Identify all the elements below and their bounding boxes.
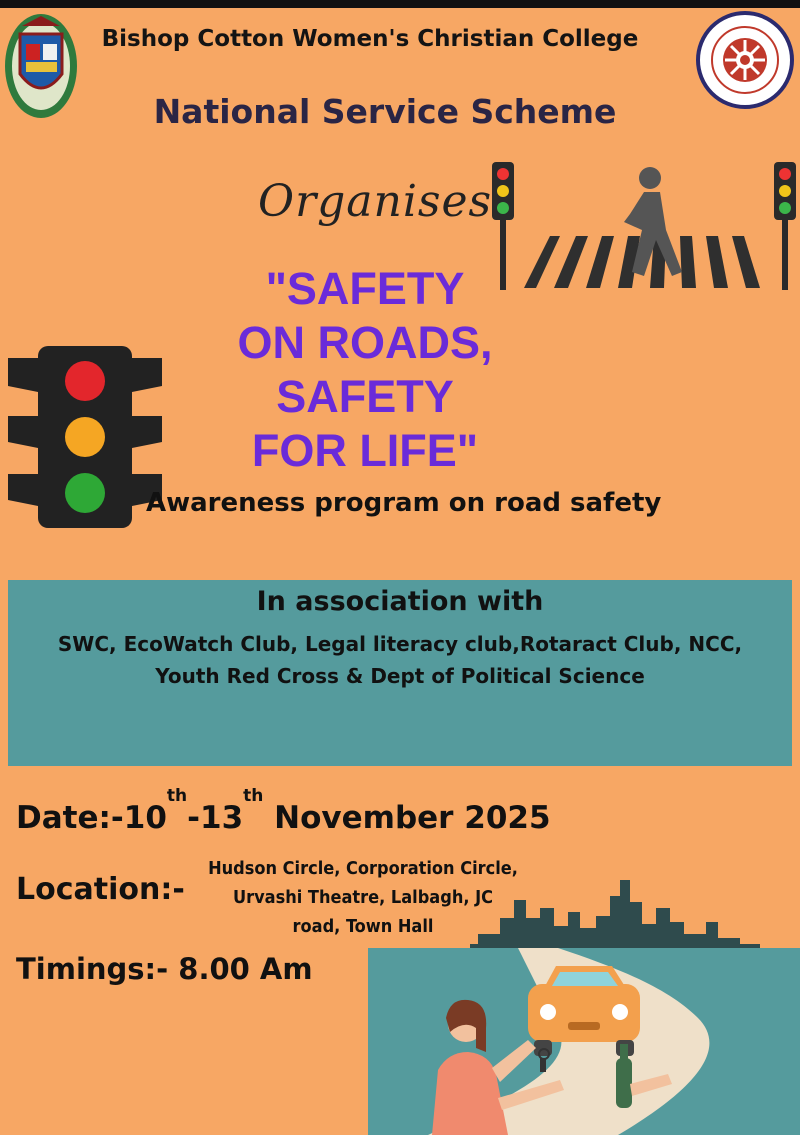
event-timings: Timings:- 8.00 Am — [16, 952, 313, 986]
dont-drink-drive-illustration — [368, 948, 800, 1135]
college-name: Bishop Cotton Women's Christian College — [101, 26, 639, 52]
location-label: Location:- — [16, 872, 185, 907]
association-line-1: SWC, EcoWatch Club, Legal literacy club,Rotaract Club, NCC, — [57, 632, 743, 656]
traffic-light-icon — [8, 344, 162, 530]
association-heading: In association with — [256, 586, 544, 617]
top-border — [0, 0, 800, 8]
event-subtitle: Awareness program on road safety — [146, 488, 662, 518]
headline-line-1: "SAFETY — [265, 263, 465, 314]
association-line-2: Youth Red Cross & Dept of Political Science — [155, 664, 645, 688]
event-headline — [200, 262, 530, 478]
location-line-1: Hudson Circle, Corporation Circle, — [208, 858, 518, 879]
headline-line-4: FOR LIFE" — [251, 425, 479, 476]
headline-line-3: SAFETY — [276, 371, 454, 422]
scheme-name: National Service Scheme — [153, 92, 617, 131]
location-line-3: road, Town Hall — [292, 916, 434, 937]
event-date: Date:-10th-13th November 2025 — [16, 786, 551, 836]
city-skyline-icon — [470, 878, 760, 948]
headline-line-2: ON ROADS, — [237, 317, 493, 368]
organises-script: Organises — [258, 176, 493, 227]
pedestrian-crossing-icon — [484, 160, 800, 292]
location-line-2: Urvashi Theatre, Lalbagh, JC — [232, 887, 494, 908]
